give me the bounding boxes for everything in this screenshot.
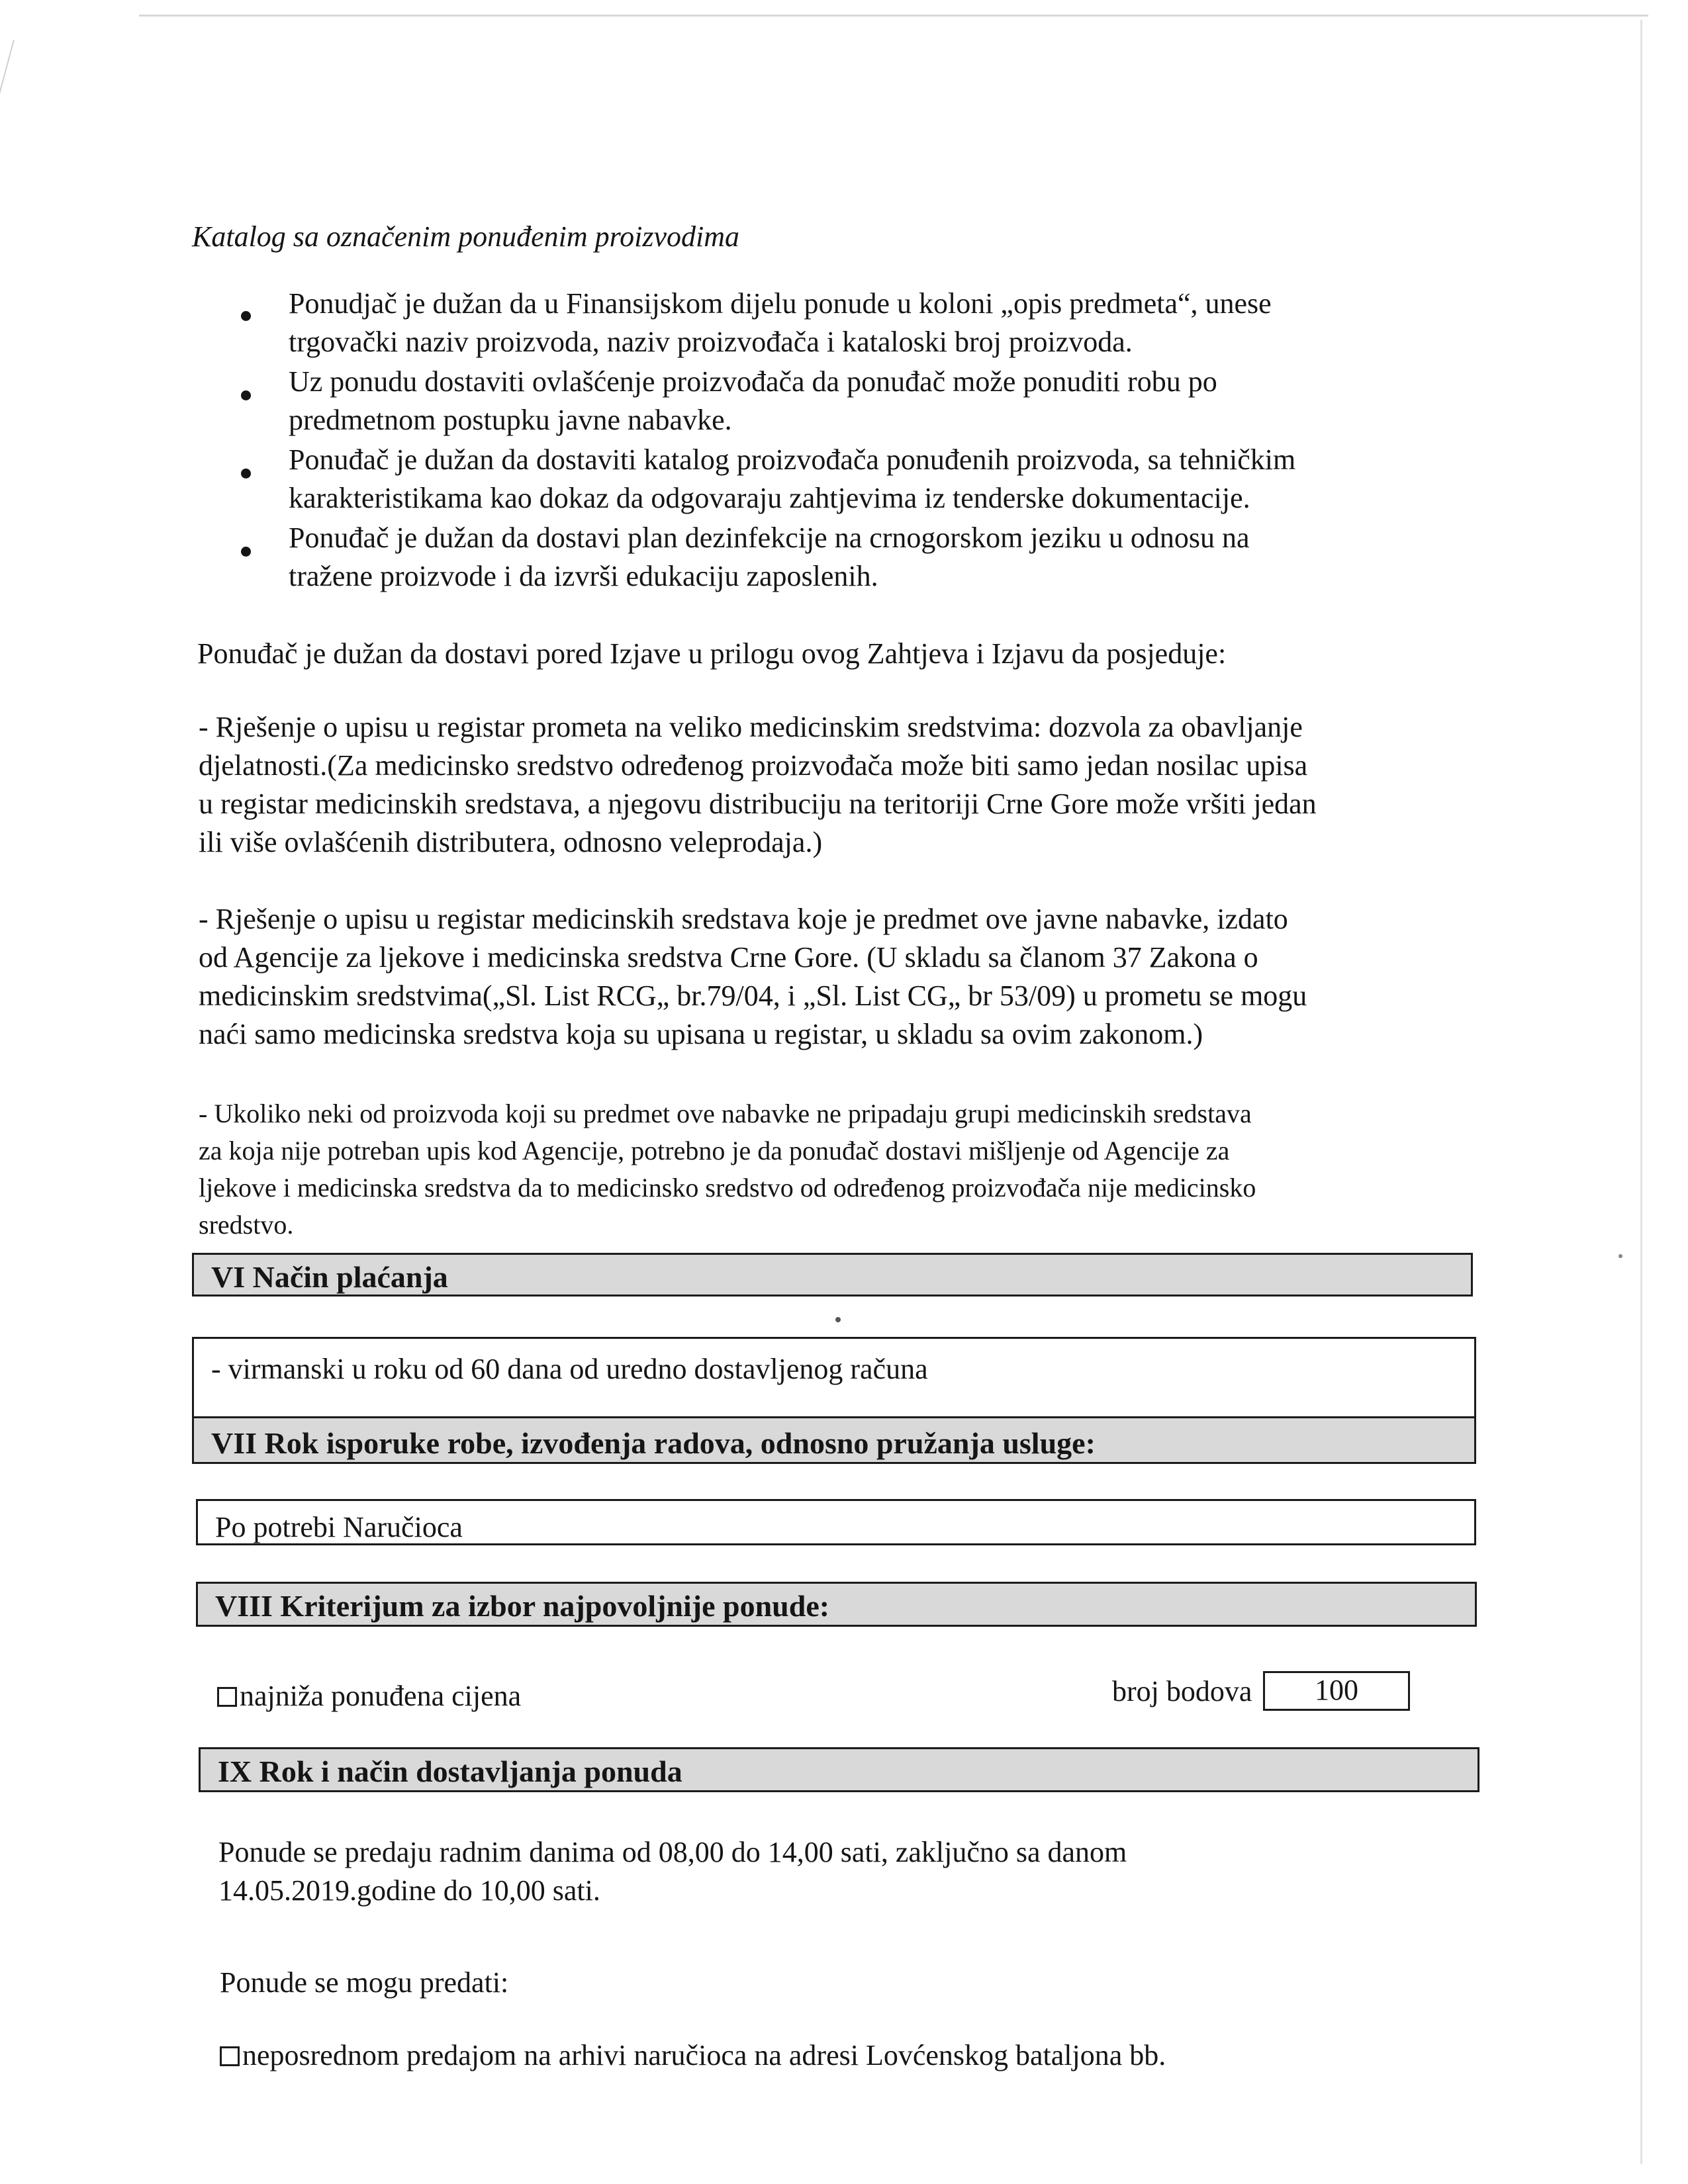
bullet-icon: [241, 390, 251, 400]
section-viii-header: VIII Kriterijum za izbor najpovoljnije ponude:: [196, 1582, 1477, 1627]
bullet-icon: [241, 547, 251, 557]
paragraph-agency-opinion: - Ukoliko neki od proizvoda koji su predmet ove nabavke ne pripadaju grupi medicinskih sredstava za koja nije potreban upis kod Agencije, potrebno je da ponuđač dostavi mišljenje od Agencije za ljekove i medicinska sredstva da to medicinsko sredstvo od određenog proizvođača nije medicinsko sredstvo.: [199, 1099, 1256, 1240]
score-label: broj bodova: [1112, 1675, 1252, 1707]
list-item: Ponuđač je dužan da dostaviti katalog proizvođača ponuđenih proizvoda, sa tehničkim karakteristikama kao dokaz da odgovaraju zahtjevima iz tenderske dokumentacije.: [289, 443, 1296, 514]
intro-text: Ponuđač je dužan da dostavi pored Izjave u prilogu ovog Zahtjeva i Izjavu da posjeduje:: [197, 637, 1227, 670]
section-vi-header: VI Način plaćanja: [192, 1253, 1473, 1297]
scan-speck: [1618, 1254, 1622, 1258]
section-ix-header: IX Rok i način dostavljanja ponuda: [199, 1747, 1479, 1792]
score-value: 100: [1263, 1671, 1410, 1711]
page-edge: [0, 40, 15, 308]
paragraph-registry-entry: - Rješenje o upisu u registar medicinskih sredstava koje je predmet ove javne nabavke, izdato od Agencije za ljekove i medicinska sredstva Crne Gore. (U skladu sa članom 37 Zakona o medicinskim sredstvima(„Sl. List RCG„ br.79/04, i „Sl. List CG„ br 53/09) u prometu se mogu naći samo medicinska sredstva koja su upisana u registar, u skladu sa ovim zakonom.): [199, 903, 1307, 1050]
list-item: Ponuđač je dužan da dostavi plan dezinfekcije na crnogorskom jeziku u odnosu na tražene proizvode i da izvrši edukaciju zaposlenih.: [289, 522, 1250, 592]
bullet-icon: [241, 469, 251, 478]
paragraph-registry-license: - Rješenje o upisu u registar prometa na veliko medicinskim sredstvima: dozvola za obavljanje djelatnosti.(Za medicinsko sredstvo određenog proizvođača može biti samo jedan nosilac upisa u registar medicinskih sredstava, a njegovu distribuciju na teritoriji Crne Gore može vršiti jedan ili više ovlašćenih distributera, odnosno veleprodaja.): [199, 711, 1317, 858]
criterion-option: najniža ponuđena cijena: [217, 1678, 521, 1715]
submission-intro: Ponude se mogu predati:: [220, 1966, 509, 1999]
payment-terms-box: - virmanski u roku od 60 dana od uredno dostavljenog računa: [192, 1337, 1476, 1463]
bullet-icon: [241, 311, 251, 321]
submission-deadline: Ponude se predaju radnim danima od 08,00 do 14,00 sati, zaključno sa danom 14.05.2019.godine do 10,00 sati.: [218, 1836, 1127, 1907]
section-vii-header: VII Rok isporuke robe, izvođenja radova, odnosno pružanja usluge:: [192, 1416, 1476, 1464]
page-edge: [139, 15, 1648, 17]
checkbox-icon: [220, 2046, 240, 2066]
submission-option: neposrednom predajom na arhivi naručioca na adresi Lovćenskog bataljona bb.: [220, 2037, 1166, 2074]
page-edge: [1640, 20, 1642, 2164]
checkbox-icon: [217, 1687, 237, 1707]
scan-speck: [835, 1317, 841, 1322]
list-item: Ponudjač je dužan da u Finansijskom dijelu ponude u koloni „opis predmeta“, unese trgovački naziv proizvoda, naziv proizvođača i kataloski broj proizvoda.: [289, 287, 1272, 358]
catalog-heading: Katalog sa označenim ponuđenim proizvodima: [192, 220, 739, 253]
delivery-terms-box: Po potrebi Naručioca: [196, 1499, 1476, 1545]
list-item: Uz ponudu dostaviti ovlašćenje proizvođača da ponuđač može ponuditi robu po predmetnom postupku javne nabavke.: [289, 365, 1217, 436]
